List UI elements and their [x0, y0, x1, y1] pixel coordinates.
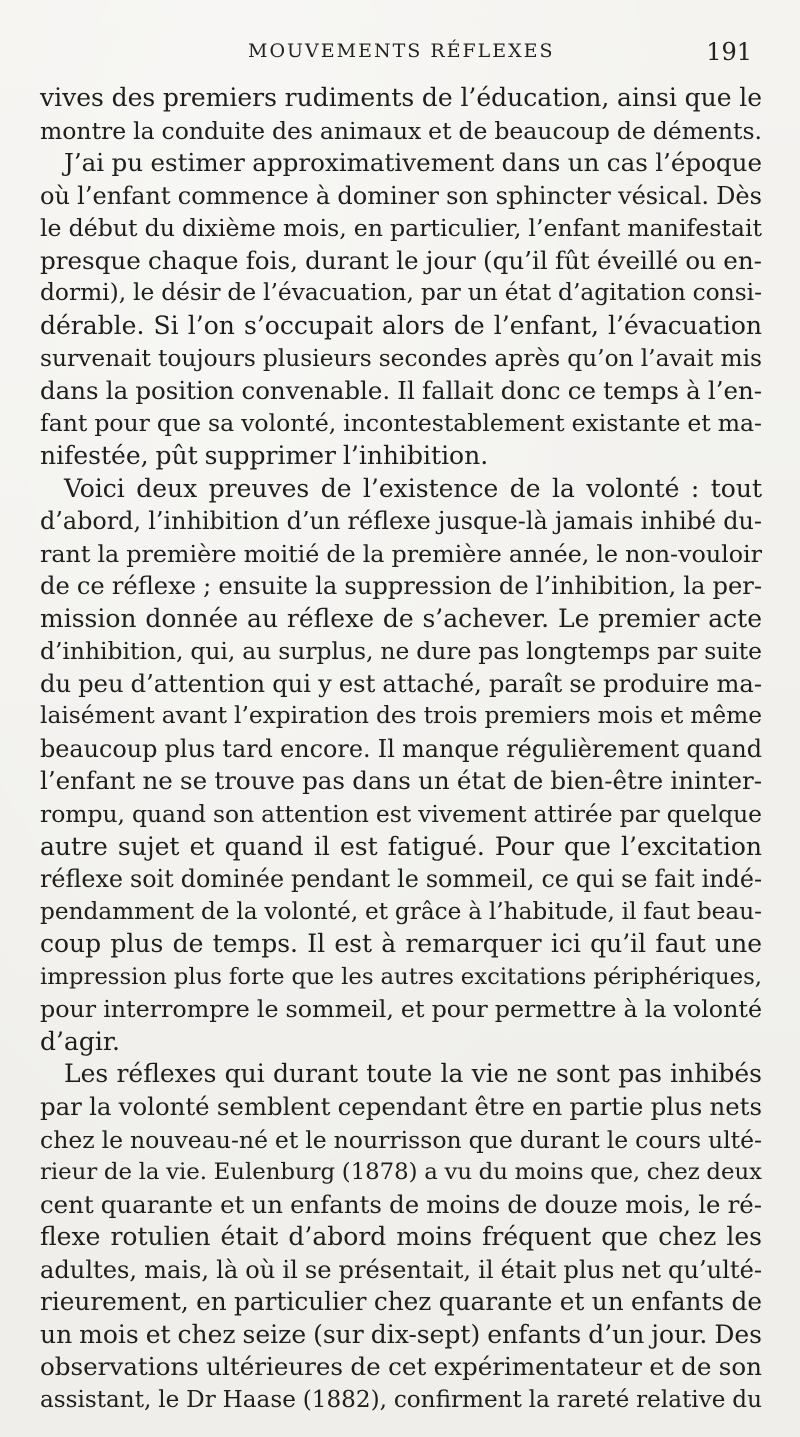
text-line: fant pour que sa volonté, incontestablement existante et ma- [40, 409, 762, 438]
text-line: presque chaque fois, durant le jour (qu’il fût éveillé ou en- [40, 245, 762, 275]
text-line: rompu, quand son attention est vivement attirée par quelque [40, 800, 762, 829]
text-line: d’abord, l’inhibition d’un réflexe jusque-là jamais inhibé du- [40, 507, 762, 536]
text-line: chez le nouveau-né et le nourrisson que durant le cours ulté- [40, 1125, 762, 1154]
body-text [40, 82, 762, 1416]
text-line: adultes, mais, là où il se présentait, il était plus net qu’ulté- [40, 1255, 762, 1284]
text-line: beaucoup plus tard encore. Il manque régulièrement quand [40, 734, 762, 763]
text-line: observations ultérieures de cet expérimentateur et de son [40, 1352, 762, 1382]
text-line: dormi), le désir de l’évacuation, par un état d’agitation consi- [40, 279, 762, 307]
text-line: où l’enfant commence à dominer son sphincter vésical. Dès [40, 181, 762, 210]
text-line: autre sujet et quand il est fatigué. Pour que l’excitation [40, 831, 762, 861]
text-line: cent quarante et un enfants de moins de douze mois, le ré- [40, 1189, 762, 1219]
text-line: réflexe soit dominée pendant le sommeil, ce qui se fait indé- [40, 865, 762, 894]
text-line: assistant, le Dr Haase (1882), confirment la rareté relative du [40, 1386, 762, 1413]
text-line: l’enfant ne se trouve pas dans un état de bien-être ininter- [40, 766, 762, 796]
text-line: laisément avant l’expiration des trois premiers mois et même [40, 702, 762, 730]
text-line: nifestée, pût supprimer l’inhibition. [40, 441, 489, 471]
text-line: rant la première moitié de la première année, le non-vouloir [40, 539, 762, 568]
text-line: Voici deux preuves de l’existence de la volonté : tout [64, 473, 762, 503]
running-title: MOUVEMENTS RÉFLEXES [248, 40, 555, 62]
text-line: coup plus de temps. Il est à remarquer ici qu’il faut une [40, 929, 762, 959]
text-line: de ce réflexe ; ensuite la suppression de l’inhibition, la per- [40, 572, 762, 601]
text-line: d’agir. [40, 1026, 121, 1056]
running-head [0, 38, 800, 68]
text-line: flexe rotulien était d’abord moins fréquent que chez les [40, 1222, 762, 1252]
text-line: J’ai pu estimer approximativement dans un cas l’époque [64, 148, 762, 178]
text-line: pour interrompre le sommeil, et pour permettre à la volonté [40, 995, 762, 1024]
text-line: montre la conduite des animaux et de beaucoup de déments. [40, 116, 762, 145]
text-line: mission donnée au réflexe de s’achever. Le premier acte [40, 603, 762, 633]
text-line: Les réflexes qui durant toute la vie ne sont pas inhibés [64, 1059, 762, 1089]
text-line: dans la position convenable. Il fallait donc ce temps à l’en- [40, 375, 762, 405]
text-line: survenait toujours plusieurs secondes après qu’on l’avait mis [40, 344, 762, 373]
text-line: du peu d’attention qui y est attaché, paraît se produire ma- [40, 669, 762, 698]
text-line: dérable. Si l’on s’occupait alors de l’enfant, l’évacuation [40, 310, 762, 340]
text-line: le début du dixième mois, en particulier, l’enfant manifestait [40, 214, 762, 243]
text-line: rieur de la vie. Eulenburg (1878) a vu du moins que, chez deux [40, 1159, 762, 1186]
text-line: impression plus forte que les autres excitations périphériques, [40, 963, 762, 990]
text-line: rieurement, en particulier chez quarante et un enfants de [40, 1287, 762, 1317]
text-line: vives des premiers rudiments de l’éducation, ainsi que le [40, 83, 762, 112]
text-line: pendamment de la volonté, et grâce à l’habitude, il faut beau- [40, 897, 762, 925]
text-line: d’inhibition, qui, au surplus, ne dure pas longtemps par suite [40, 637, 762, 666]
page-number: 191 [706, 38, 752, 66]
text-line: par la volonté semblent cependant être en partie plus nets [40, 1091, 762, 1121]
text-line: un mois et chez seize (sur dix-sept) enfants d’un jour. Des [40, 1319, 762, 1349]
